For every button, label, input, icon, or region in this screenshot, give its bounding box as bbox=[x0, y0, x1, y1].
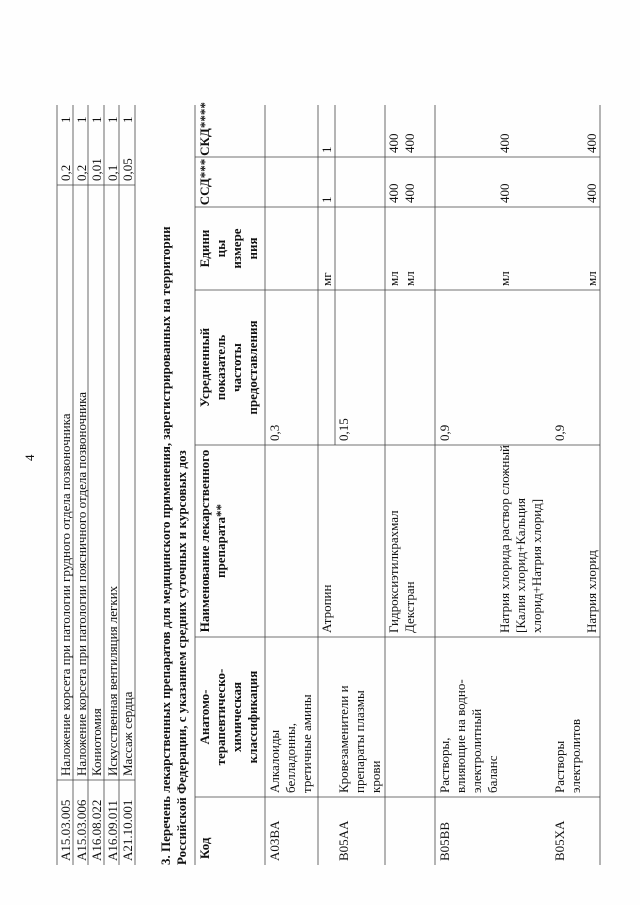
header-unit-line: ния bbox=[245, 237, 260, 260]
service-name: Искусственная вентиляция легких bbox=[105, 585, 120, 776]
group-frequency: 0,9 bbox=[437, 424, 452, 441]
group-atc-line: электролитный bbox=[469, 708, 484, 793]
header-ssd: ССД*** bbox=[197, 158, 212, 206]
group-code: B05BB bbox=[437, 821, 452, 861]
drug-unit: мл bbox=[402, 271, 417, 286]
service-frequency: 0,05 bbox=[120, 158, 135, 181]
header-atc-line: классификация bbox=[245, 670, 260, 764]
header-atc-line: Анатомо- bbox=[197, 689, 212, 745]
service-name: Массаж сердца bbox=[120, 691, 135, 776]
group-frequency: 0,15 bbox=[336, 418, 351, 441]
section-heading-line2: Российской Федерации, с указанием средних суточных и курсовых доз bbox=[174, 450, 189, 865]
group-atc-line: Кровезаменители и bbox=[336, 685, 351, 793]
drug-unit: мл bbox=[584, 271, 599, 286]
service-code: A21.10.001 bbox=[120, 799, 135, 861]
drug-unit: мл bbox=[386, 271, 401, 286]
drug-skd: 1 bbox=[319, 146, 334, 153]
drug-name: Атропин bbox=[319, 584, 334, 633]
drug-ssd: 400 bbox=[584, 183, 599, 203]
header-freq-line: Усредненный bbox=[197, 327, 212, 408]
service-name: Наложение корсета при патологии поясничного отдела позвоночника bbox=[74, 391, 89, 776]
header-skd: СКД**** bbox=[197, 102, 212, 156]
service-frequency: 0,2 bbox=[74, 164, 89, 181]
group-atc-line: влияющие на водно- bbox=[453, 679, 468, 793]
drug-name: Гидроксиэтилкрахмал bbox=[386, 510, 401, 633]
header-name-line: препарата** bbox=[213, 504, 228, 578]
page-number: 4 bbox=[22, 454, 37, 461]
drug-ssd: 400 bbox=[497, 183, 512, 203]
service-code: A15.03.005 bbox=[58, 799, 73, 861]
group-atc-line: Алкалоиды bbox=[267, 729, 282, 793]
group-frequency: 0,9 bbox=[552, 424, 567, 441]
drug-skd: 400 bbox=[584, 133, 599, 153]
group-code: B05XA bbox=[552, 820, 567, 861]
service-frequency: 0,01 bbox=[89, 158, 104, 181]
drug-ssd: 1 bbox=[319, 196, 334, 203]
group-atc-line: баланс bbox=[485, 755, 500, 793]
service-code: A16.09.011 bbox=[105, 800, 120, 861]
service-code: A16.08.022 bbox=[89, 799, 104, 861]
section-heading-line1: 3. Перечень лекарственных препаратов для медицинского применения, зарегистрированных на территории bbox=[158, 226, 173, 865]
drug-name: [Калия хлорид+Кальция bbox=[513, 498, 528, 633]
drug-skd: 400 bbox=[386, 133, 401, 153]
drug-unit: мг bbox=[319, 272, 334, 286]
header-unit-line: измере bbox=[229, 228, 244, 269]
service-code: A15.03.006 bbox=[74, 799, 89, 861]
service-frequency: 0,1 bbox=[105, 164, 120, 181]
drug-ssd: 400 bbox=[402, 183, 417, 203]
group-atc-line: крови bbox=[368, 760, 383, 793]
header-freq-line: частоты bbox=[229, 343, 244, 392]
drug-name: хлорид+Натрия хлорид] bbox=[529, 498, 544, 633]
group-atc-line: третичные амины bbox=[299, 694, 314, 793]
group-frequency: 0,3 bbox=[267, 424, 282, 441]
header-freq-line: предоставления bbox=[245, 320, 260, 415]
service-multiplicity: 1 bbox=[58, 116, 73, 123]
drug-ssd: 400 bbox=[386, 183, 401, 203]
header-name-line: Наименование лекарственного bbox=[197, 449, 212, 633]
group-atc-line: Растворы bbox=[552, 740, 567, 793]
service-multiplicity: 1 bbox=[74, 116, 89, 123]
group-atc-line: белладонны, bbox=[283, 723, 298, 793]
drug-skd: 400 bbox=[497, 133, 512, 153]
header-atc-line: терапевтическо- bbox=[213, 668, 228, 766]
group-atc-line: Растворы, bbox=[437, 737, 452, 793]
group-atc-line: электролитов bbox=[568, 718, 583, 793]
service-multiplicity: 1 bbox=[89, 116, 104, 123]
drug-name: Натрия хлорида раствор сложный bbox=[497, 444, 512, 633]
service-frequency: 0,2 bbox=[58, 164, 73, 181]
header-unit-line: Едини bbox=[197, 229, 212, 268]
drug-name: Натрия хлорид bbox=[584, 550, 599, 633]
group-code: A03BA bbox=[267, 820, 282, 861]
header-freq-line: показатель bbox=[213, 334, 228, 401]
header-atc-line: химическая bbox=[229, 681, 244, 753]
header-code: Код bbox=[197, 837, 212, 859]
header-unit-line: цы bbox=[213, 239, 228, 258]
group-code: B05AA bbox=[336, 820, 351, 861]
drug-skd: 400 bbox=[402, 133, 417, 153]
service-multiplicity: 1 bbox=[120, 116, 135, 123]
drug-unit: мл bbox=[497, 271, 512, 286]
drug-name: Декстран bbox=[402, 581, 417, 633]
service-name: Кониотомия bbox=[89, 708, 104, 776]
service-name: Наложение корсета при патологии грудного отдела позвоночника bbox=[58, 413, 73, 776]
group-atc-line: препараты плазмы bbox=[352, 690, 367, 793]
service-multiplicity: 1 bbox=[105, 116, 120, 123]
